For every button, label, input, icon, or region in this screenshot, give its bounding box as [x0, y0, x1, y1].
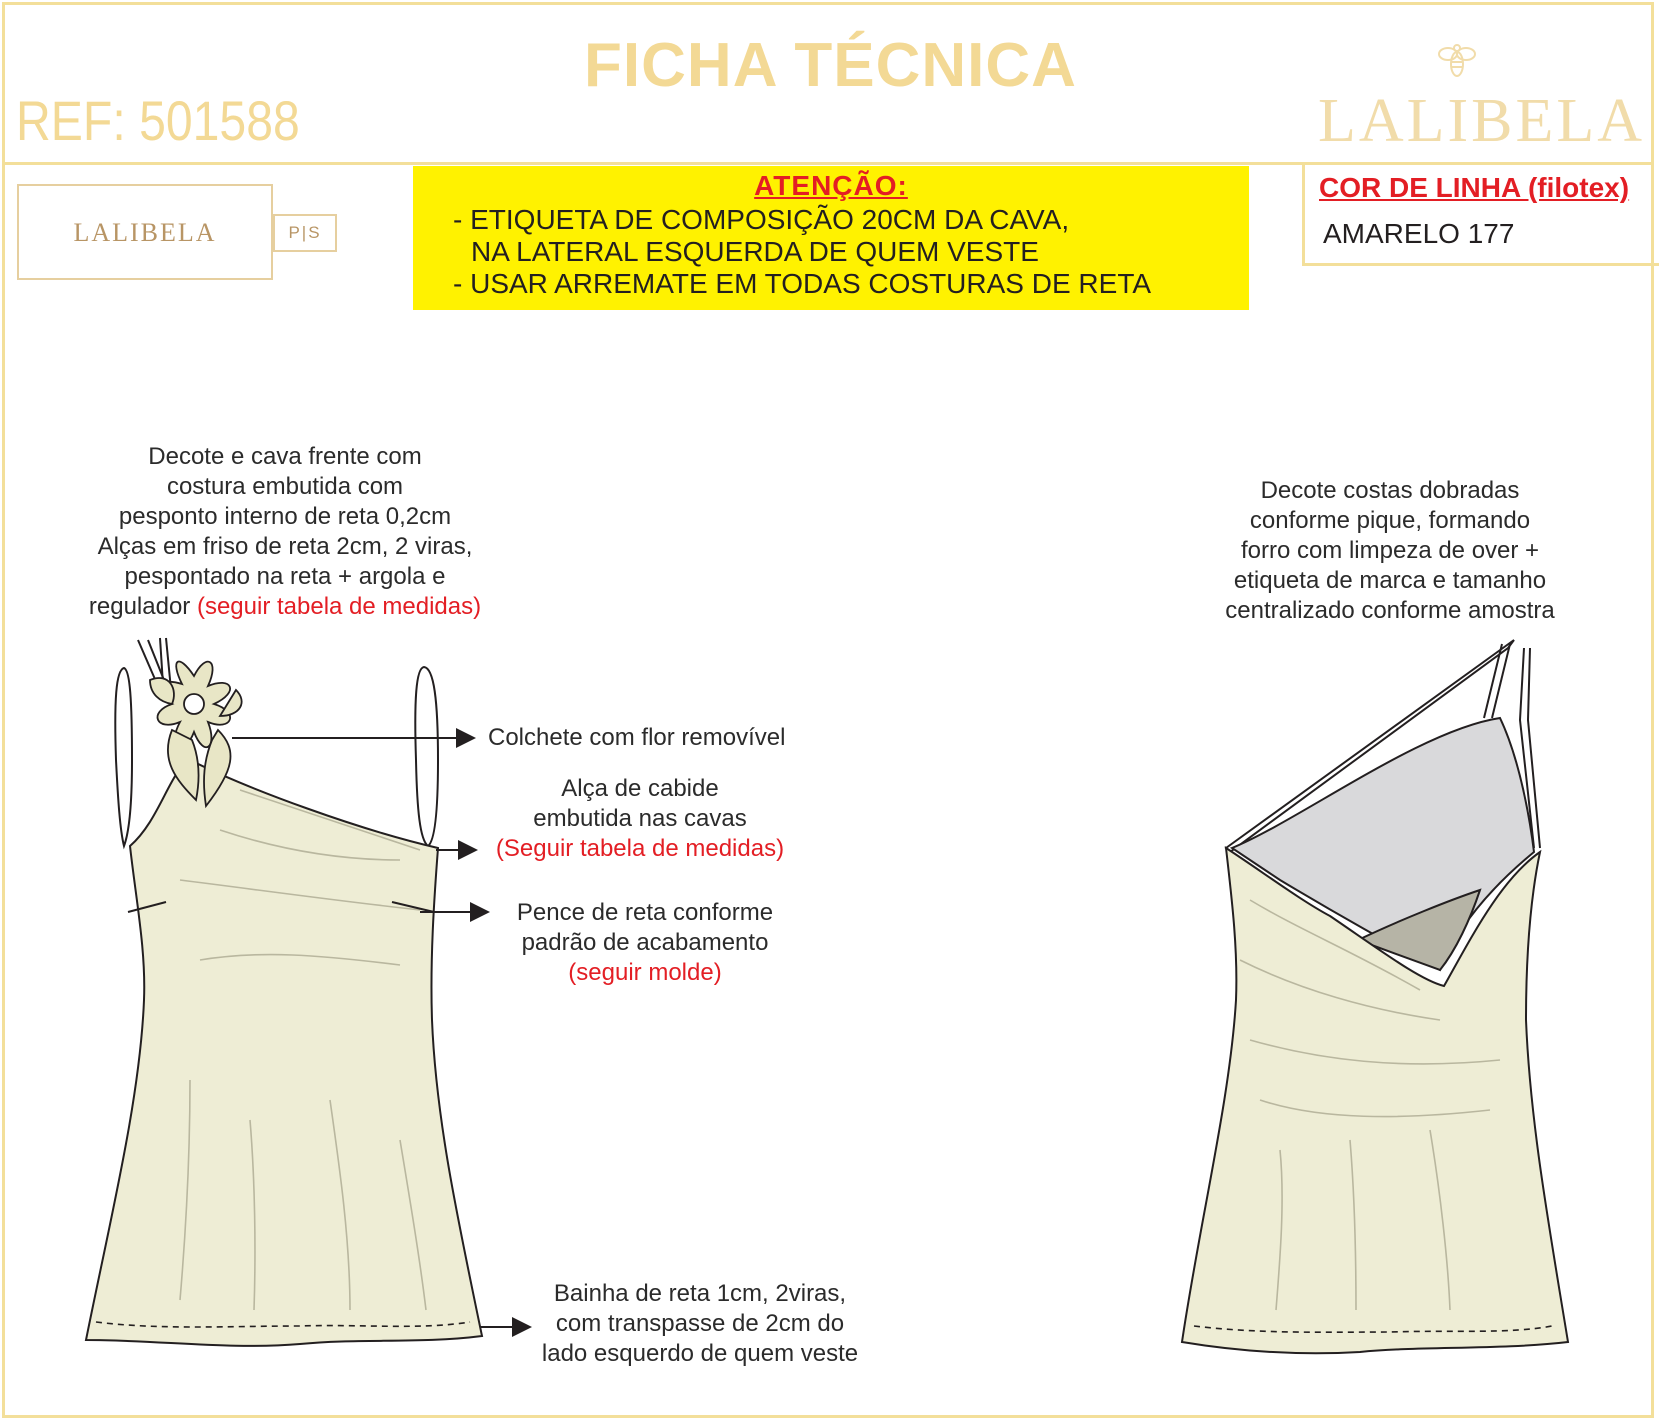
thread-color-value: AMARELO 177 — [1323, 218, 1515, 249]
note-line: costura embutida com — [166, 473, 404, 500]
note-line: etiqueta de marca e tamanho — [1233, 567, 1547, 594]
note-line: Decote costas dobradas — [1260, 477, 1520, 504]
hem-note — [510, 1279, 890, 1369]
dart-note — [480, 898, 810, 988]
note-line: conforme pique, formando — [1249, 507, 1531, 534]
note-line: Bainha de reta 1cm, 2viras, — [553, 1280, 847, 1307]
thread-color-title: COR DE LINHA (filotex) — [1319, 172, 1630, 203]
note-line: forro com limpeza de over + — [1240, 537, 1540, 564]
attention-line: - ETIQUETA DE COMPOSIÇÃO 20CM DA CAVA, — [453, 204, 1070, 235]
note-warning: (Seguir tabela de medidas) — [495, 835, 785, 862]
note-line: pesponto interno de reta 0,2cm — [118, 503, 452, 530]
note-line: com transpasse de 2cm do — [555, 1310, 845, 1337]
attention-line: - USAR ARREMATE EM TODAS COSTURAS DE RETA — [453, 268, 1152, 299]
note-warning: (seguir molde) — [568, 959, 722, 986]
note-line: Alça de cabide — [561, 775, 719, 802]
note-warning: (seguir tabela de medidas) — [196, 593, 482, 620]
note-line: lado esquerdo de quem veste — [541, 1340, 859, 1367]
neckline-note — [50, 442, 520, 622]
back-neckline-note — [1190, 476, 1590, 626]
size-label: P|S — [273, 214, 337, 252]
note-line: Pence de reta conforme — [516, 899, 774, 926]
page-title: FICHA TÉCNICA — [584, 31, 1077, 100]
note-line: Decote e cava frente com — [148, 443, 422, 470]
brand-logo: LALIBELA — [1318, 87, 1646, 155]
reference-number: REF: 501588 — [16, 89, 300, 152]
label-brand-name: LALIBELA — [73, 218, 217, 247]
note-line: pespontado na reta + argola e — [124, 563, 446, 590]
front-garment-drawing — [86, 638, 482, 1346]
flower-note: Colchete com flor removível — [488, 724, 786, 751]
note-line: padrão de acabamento — [521, 929, 769, 956]
note-line: Alças em friso de reta 2cm, 2 viras, — [97, 533, 473, 560]
note-line: centralizado conforme amostra — [1225, 597, 1555, 624]
note-line: embutida nas cavas — [533, 805, 747, 832]
attention-title: ATENÇÃO: — [754, 170, 908, 201]
attention-line: NA LATERAL ESQUERDA DE QUEM VESTE — [471, 236, 1039, 267]
back-garment-drawing — [1182, 640, 1568, 1353]
note-line: regulador — [88, 593, 197, 620]
hanger-strap-note — [470, 774, 810, 864]
